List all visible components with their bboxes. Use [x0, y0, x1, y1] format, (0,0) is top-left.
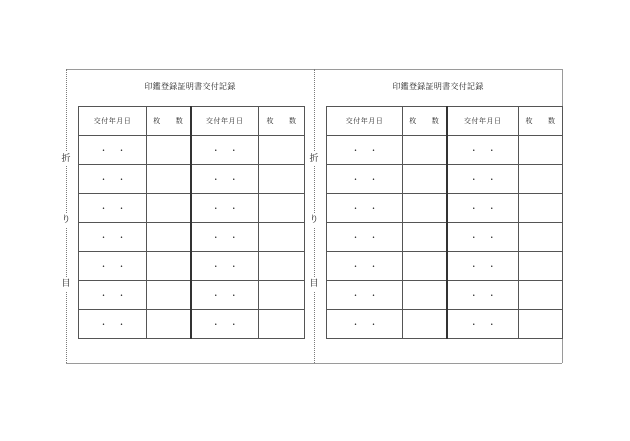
copy-count-cell[interactable]: [403, 223, 447, 252]
record-row: [79, 281, 305, 310]
count-header: 枚 数: [259, 107, 305, 136]
copy-count-cell[interactable]: [259, 281, 305, 310]
copy-count-cell[interactable]: [259, 252, 305, 281]
copy-count-cell[interactable]: [519, 194, 563, 223]
record-panel-right: [314, 69, 562, 363]
record-row: [79, 223, 305, 252]
record-row: [327, 252, 563, 281]
issue-date-cell[interactable]: ・ ・: [79, 194, 147, 223]
record-sheet: [61, 69, 562, 363]
copy-count-cell[interactable]: [403, 310, 447, 339]
date-header: 交付年月日: [447, 107, 519, 136]
fold-label-ri: り: [309, 215, 319, 225]
issue-date-cell[interactable]: ・ ・: [327, 165, 403, 194]
issue-date-cell[interactable]: ・ ・: [447, 223, 519, 252]
issue-date-cell[interactable]: ・ ・: [79, 136, 147, 165]
record-row: [327, 194, 563, 223]
copy-count-cell[interactable]: [147, 165, 191, 194]
copy-count-cell[interactable]: [403, 252, 447, 281]
issue-date-cell[interactable]: ・ ・: [447, 281, 519, 310]
fold-label-me: 目: [61, 279, 71, 289]
count-header: 枚 数: [403, 107, 447, 136]
copy-count-cell[interactable]: [519, 281, 563, 310]
issue-date-cell[interactable]: ・ ・: [79, 165, 147, 194]
copy-count-cell[interactable]: [147, 194, 191, 223]
issue-date-cell[interactable]: ・ ・: [79, 281, 147, 310]
copy-count-cell[interactable]: [259, 223, 305, 252]
fold-label-ri: り: [61, 215, 71, 225]
issue-date-cell[interactable]: ・ ・: [447, 194, 519, 223]
copy-count-cell[interactable]: [519, 136, 563, 165]
copy-count-cell[interactable]: [403, 281, 447, 310]
issue-date-cell[interactable]: ・ ・: [79, 252, 147, 281]
header-row: [79, 107, 305, 136]
sheet-bottom-edge: [66, 363, 562, 364]
panel-title: 印鑑登録証明書交付記録: [392, 82, 484, 91]
issue-date-cell[interactable]: ・ ・: [447, 310, 519, 339]
copy-count-cell[interactable]: [259, 136, 305, 165]
copy-count-cell[interactable]: [147, 252, 191, 281]
issue-date-cell[interactable]: ・ ・: [327, 194, 403, 223]
issuance-record-table: [326, 106, 563, 339]
copy-count-cell[interactable]: [259, 310, 305, 339]
issue-date-cell[interactable]: ・ ・: [327, 223, 403, 252]
issue-date-cell[interactable]: ・ ・: [191, 165, 259, 194]
copy-count-cell[interactable]: [259, 194, 305, 223]
date-header: 交付年月日: [79, 107, 147, 136]
record-row: [79, 252, 305, 281]
fold-label-ori: 折: [309, 154, 319, 164]
copy-count-cell[interactable]: [259, 165, 305, 194]
issue-date-cell[interactable]: ・ ・: [327, 136, 403, 165]
issuance-record-table: [78, 106, 305, 339]
issue-date-cell[interactable]: ・ ・: [79, 310, 147, 339]
issue-date-cell[interactable]: ・ ・: [327, 281, 403, 310]
issue-date-cell[interactable]: ・ ・: [191, 310, 259, 339]
issue-date-cell[interactable]: ・ ・: [79, 223, 147, 252]
fold-label-ori: 折: [61, 154, 71, 164]
record-row: [327, 136, 563, 165]
copy-count-cell[interactable]: [403, 165, 447, 194]
record-row: [79, 165, 305, 194]
count-header: 枚 数: [147, 107, 191, 136]
copy-count-cell[interactable]: [519, 252, 563, 281]
issue-date-cell[interactable]: ・ ・: [447, 252, 519, 281]
record-row: [327, 310, 563, 339]
copy-count-cell[interactable]: [519, 165, 563, 194]
record-row: [79, 136, 305, 165]
header-row: [327, 107, 563, 136]
issue-date-cell[interactable]: ・ ・: [191, 252, 259, 281]
copy-count-cell[interactable]: [147, 223, 191, 252]
copy-count-cell[interactable]: [403, 136, 447, 165]
record-panel-left: [66, 69, 314, 363]
copy-count-cell[interactable]: [147, 136, 191, 165]
date-header: 交付年月日: [327, 107, 403, 136]
copy-count-cell[interactable]: [147, 310, 191, 339]
issue-date-cell[interactable]: ・ ・: [447, 165, 519, 194]
copy-count-cell[interactable]: [403, 194, 447, 223]
record-row: [327, 223, 563, 252]
issue-date-cell[interactable]: ・ ・: [191, 136, 259, 165]
issue-date-cell[interactable]: ・ ・: [191, 194, 259, 223]
copy-count-cell[interactable]: [519, 223, 563, 252]
record-row: [327, 165, 563, 194]
issue-date-cell[interactable]: ・ ・: [191, 281, 259, 310]
record-row: [327, 281, 563, 310]
date-header: 交付年月日: [191, 107, 259, 136]
issue-date-cell[interactable]: ・ ・: [327, 310, 403, 339]
issue-date-cell[interactable]: ・ ・: [191, 223, 259, 252]
count-header: 枚 数: [519, 107, 563, 136]
copy-count-cell[interactable]: [147, 281, 191, 310]
issue-date-cell[interactable]: ・ ・: [327, 252, 403, 281]
issue-date-cell[interactable]: ・ ・: [447, 136, 519, 165]
copy-count-cell[interactable]: [519, 310, 563, 339]
panel-title: 印鑑登録証明書交付記録: [144, 82, 236, 91]
record-row: [79, 310, 305, 339]
fold-label-me: 目: [309, 279, 319, 289]
record-row: [79, 194, 305, 223]
